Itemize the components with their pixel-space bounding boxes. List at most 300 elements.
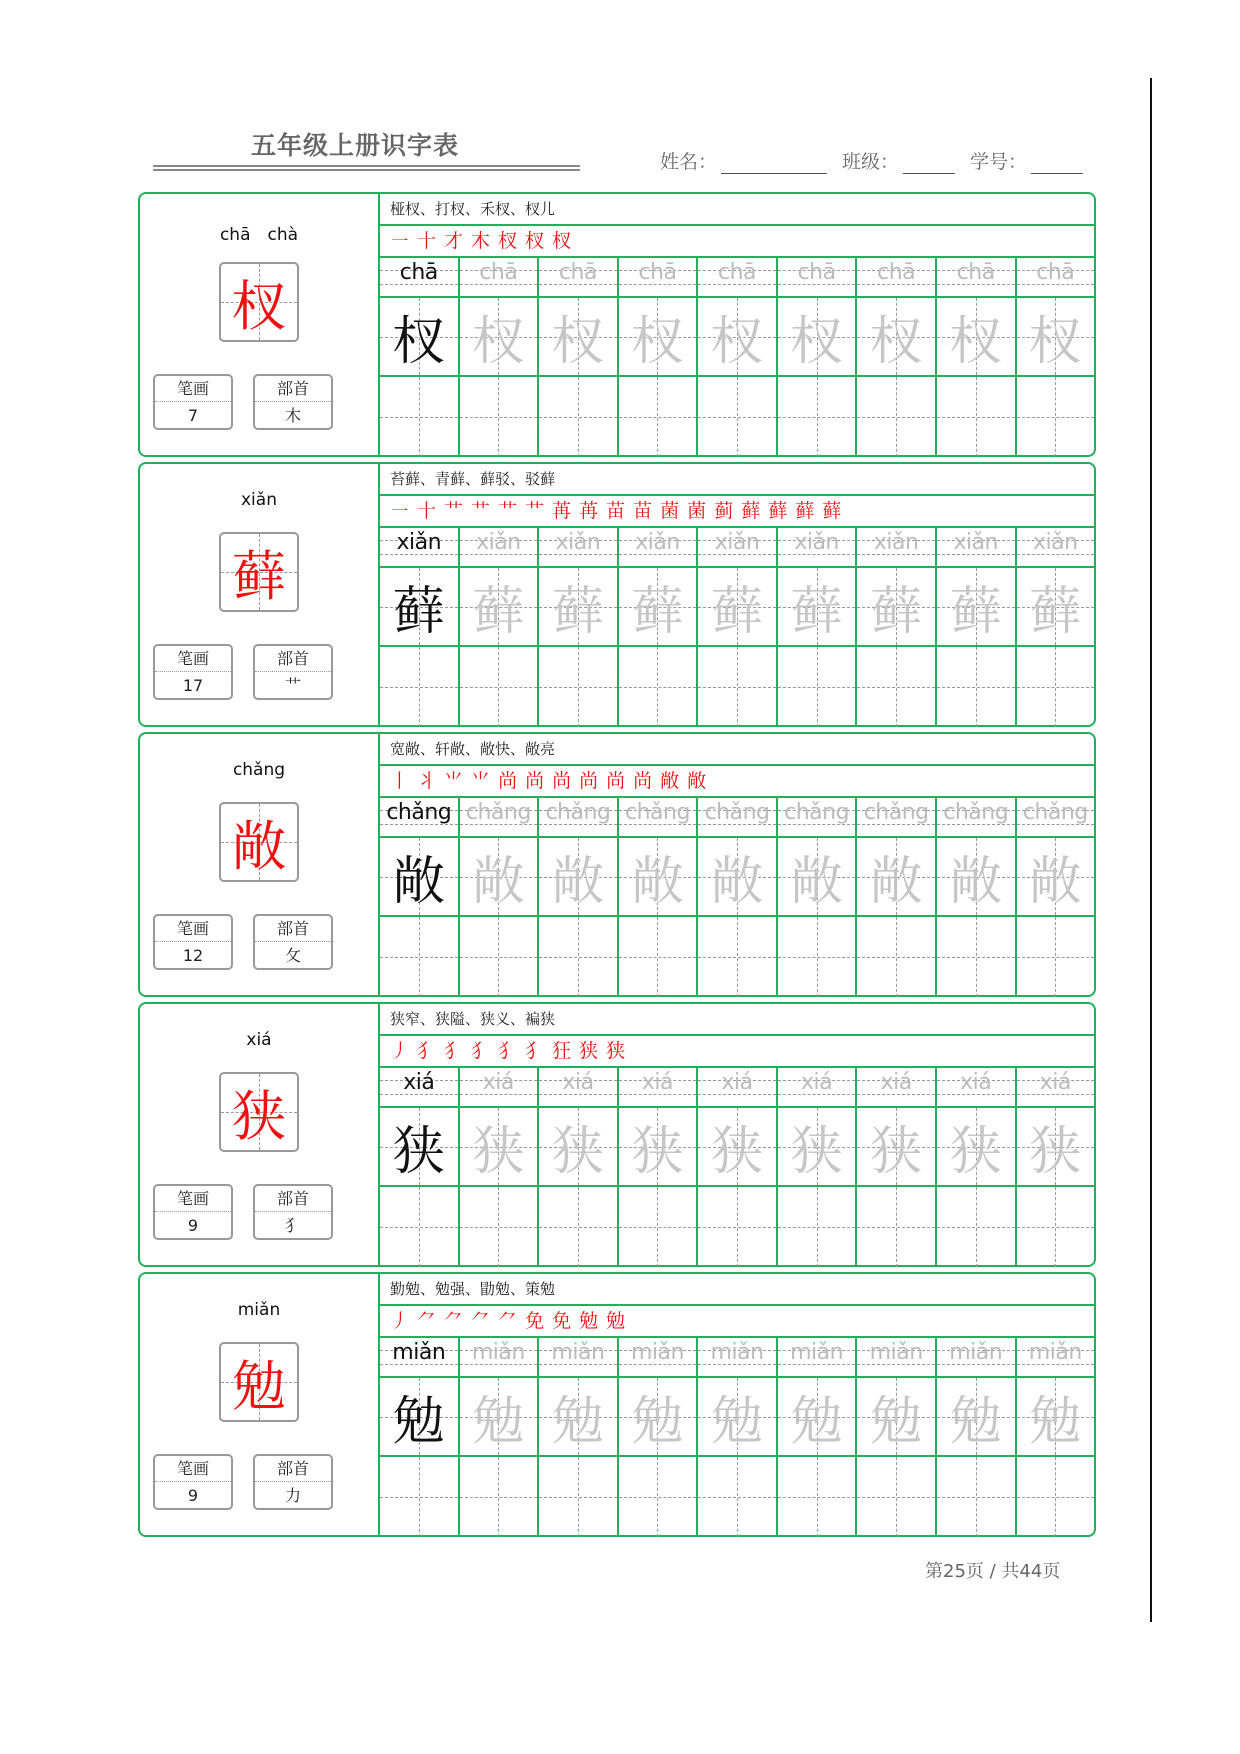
- page-margin-line: [1150, 78, 1152, 1622]
- practice-column: [1017, 1338, 1095, 1535]
- stroke-step: ⺈: [498, 1310, 521, 1332]
- practice-column: [619, 1068, 699, 1265]
- tianzige-empty-cell[interactable]: [857, 647, 935, 727]
- character-trace: 藓: [949, 582, 1002, 642]
- stroke-step: 免: [525, 1310, 548, 1332]
- tianzige-empty-cell[interactable]: [937, 917, 1015, 997]
- class-field[interactable]: [842, 147, 955, 174]
- tianzige-empty-cell[interactable]: [619, 1457, 697, 1537]
- pinyin-writing-cell[interactable]: [937, 1338, 1015, 1378]
- practice-column: [937, 258, 1017, 455]
- example-words: 宽敞、轩敞、敞快、敞亮: [380, 734, 1094, 766]
- character-trace: 藓: [870, 582, 923, 642]
- tianzige-empty-cell[interactable]: [1017, 377, 1095, 457]
- class-blank[interactable]: [903, 155, 955, 174]
- pinyin-trace: xiǎn: [953, 530, 998, 555]
- stroke-order-row: [380, 766, 1094, 798]
- pinyin-trace: xiá: [641, 1070, 674, 1095]
- stroke-count-value: 12: [182, 946, 204, 965]
- pinyin-writing-cell[interactable]: [698, 528, 776, 568]
- pinyin-writing-cell[interactable]: [857, 798, 935, 838]
- featured-character: 敞: [232, 814, 286, 878]
- pinyin-writing-cell[interactable]: [460, 1338, 538, 1378]
- practice-column: [460, 258, 540, 455]
- pinyin-trace: chǎng: [943, 800, 1009, 825]
- pinyin-writing-cell[interactable]: [460, 1068, 538, 1108]
- stroke-step: ⺈: [417, 1310, 440, 1332]
- pinyin-trace: chǎng: [704, 800, 770, 825]
- practice-area: [380, 1274, 1094, 1535]
- character-model: 藓: [392, 582, 445, 642]
- character-info-panel: [140, 194, 380, 455]
- pinyin-model: chǎng: [386, 800, 452, 825]
- tianzige-empty-cell[interactable]: [857, 1187, 935, 1267]
- tianzige-cell[interactable]: [778, 298, 856, 377]
- pinyin-trace: miǎn: [551, 1340, 605, 1365]
- example-words: 勤勉、勉强、勖勉、策勉: [380, 1274, 1094, 1306]
- stroke-step: 敞: [660, 770, 683, 792]
- tianzige-cell[interactable]: [937, 298, 1015, 377]
- character-card: [138, 1002, 1096, 1267]
- tianzige-empty-cell[interactable]: [619, 917, 697, 997]
- practice-column: [778, 798, 858, 995]
- practice-area: [380, 464, 1094, 725]
- pinyin-trace: xiá: [801, 1070, 833, 1095]
- stroke-step: 艹: [498, 500, 521, 522]
- pinyin-writing-cell[interactable]: [380, 1338, 458, 1378]
- tianzige-cell[interactable]: [380, 1378, 458, 1457]
- pinyin-writing-cell[interactable]: [380, 528, 458, 568]
- pinyin-writing-cell[interactable]: [857, 528, 935, 568]
- stroke-step: ㇐: [390, 500, 413, 522]
- tianzige-empty-cell[interactable]: [619, 1187, 697, 1267]
- pinyin-writing-cell[interactable]: [1017, 258, 1095, 298]
- stroke-order-row: [380, 1306, 1094, 1338]
- practice-column: [539, 1068, 619, 1265]
- tianzige-cell[interactable]: [698, 1378, 776, 1457]
- character-display-box: [219, 262, 299, 342]
- tianzige-empty-cell[interactable]: [460, 1457, 538, 1537]
- tianzige-cell[interactable]: [1017, 1108, 1095, 1187]
- character-trace: 藓: [551, 582, 604, 642]
- tianzige-cell[interactable]: [460, 1108, 538, 1187]
- practice-column: [857, 798, 937, 995]
- character-info-panel: [140, 734, 380, 995]
- pinyin-heading: chā chà: [219, 225, 299, 245]
- tianzige-empty-cell[interactable]: [460, 647, 538, 727]
- practice-area: [380, 1004, 1094, 1265]
- character-info-panel: [140, 1274, 380, 1535]
- tianzige-empty-cell[interactable]: [380, 377, 458, 457]
- practice-column: [778, 1338, 858, 1535]
- tianzige-empty-cell[interactable]: [539, 1457, 617, 1537]
- stroke-step: 菌: [687, 500, 710, 522]
- practice-column: [460, 1068, 540, 1265]
- radical-value: 攵: [284, 946, 301, 965]
- stroke-order-row: [380, 496, 1094, 528]
- pinyin-heading: miǎn: [237, 1300, 281, 1320]
- tianzige-cell[interactable]: [380, 568, 458, 647]
- tianzige-empty-cell[interactable]: [698, 1457, 776, 1537]
- tianzige-empty-cell[interactable]: [619, 377, 697, 457]
- radical-box: [253, 1454, 333, 1510]
- pinyin-trace: xiá: [960, 1070, 992, 1095]
- pinyin-writing-cell[interactable]: [1017, 798, 1095, 838]
- pinyin-writing-cell[interactable]: [460, 258, 538, 298]
- name-blank[interactable]: [721, 155, 827, 174]
- practice-column: [857, 1338, 937, 1535]
- stroke-count-value: 9: [187, 1216, 199, 1235]
- tianzige-empty-cell[interactable]: [698, 1187, 776, 1267]
- tianzige-cell[interactable]: [539, 1378, 617, 1457]
- tianzige-empty-cell[interactable]: [857, 917, 935, 997]
- pinyin-writing-cell[interactable]: [778, 1068, 856, 1108]
- pinyin-writing-cell[interactable]: [778, 258, 856, 298]
- practice-column: [380, 798, 460, 995]
- stroke-step: 犭: [417, 1040, 440, 1062]
- radical-label: 部首: [255, 376, 331, 402]
- tianzige-empty-cell[interactable]: [937, 1187, 1015, 1267]
- tianzige-cell[interactable]: [778, 1378, 856, 1457]
- character-trace: 杈: [711, 312, 764, 372]
- stroke-step: 藓: [822, 500, 845, 522]
- pinyin-trace: xiá: [562, 1070, 594, 1095]
- stroke-step: 丨: [390, 770, 413, 792]
- pinyin-trace: chā: [956, 260, 995, 285]
- tianzige-empty-cell[interactable]: [380, 1457, 458, 1537]
- tianzige-empty-cell[interactable]: [778, 377, 856, 457]
- pinyin-writing-cell[interactable]: [380, 1068, 458, 1108]
- pinyin-writing-cell[interactable]: [778, 1338, 856, 1378]
- pinyin-trace: chǎng: [545, 800, 611, 825]
- tianzige-cell[interactable]: [539, 838, 617, 917]
- practice-column: [698, 1338, 778, 1535]
- pinyin-writing-cell[interactable]: [539, 798, 617, 838]
- practice-column: [698, 258, 778, 455]
- stroke-count-label: 笔画: [155, 376, 231, 402]
- pinyin-writing-cell[interactable]: [937, 1068, 1015, 1108]
- pinyin-writing-cell[interactable]: [539, 1338, 617, 1378]
- pinyin-trace: miǎn: [790, 1340, 844, 1365]
- name-field[interactable]: [660, 147, 827, 174]
- tianzige-cell[interactable]: [778, 1108, 856, 1187]
- pinyin-trace: xiǎn: [794, 530, 839, 555]
- radical-label: 部首: [255, 646, 331, 672]
- tianzige-empty-cell[interactable]: [1017, 1457, 1095, 1537]
- tianzige-empty-cell[interactable]: [380, 647, 458, 727]
- character-model: 狭: [392, 1122, 445, 1182]
- pinyin-writing-cell[interactable]: [380, 798, 458, 838]
- pinyin-writing-cell[interactable]: [1017, 1338, 1095, 1378]
- stroke-step: 狭: [606, 1040, 629, 1062]
- tianzige-cell[interactable]: [460, 298, 538, 377]
- tianzige-empty-cell[interactable]: [698, 917, 776, 997]
- character-trace: 杈: [1029, 312, 1082, 372]
- tianzige-cell[interactable]: [1017, 298, 1095, 377]
- pinyin-trace: miǎn: [869, 1340, 923, 1365]
- pinyin-model: xiǎn: [396, 530, 442, 555]
- practice-column: [698, 528, 778, 725]
- tianzige-empty-cell[interactable]: [539, 647, 617, 727]
- tianzige-cell[interactable]: [460, 1378, 538, 1457]
- tianzige-empty-cell[interactable]: [778, 1187, 856, 1267]
- tianzige-empty-cell[interactable]: [1017, 917, 1095, 997]
- practice-column: [460, 798, 540, 995]
- stroke-step: ⺌: [444, 770, 467, 792]
- pinyin-trace: miǎn: [471, 1340, 525, 1365]
- pinyin-writing-cell[interactable]: [1017, 528, 1095, 568]
- character-info-panel: [140, 464, 380, 725]
- stroke-count-box: [153, 914, 233, 970]
- character-model: 杈: [392, 312, 445, 372]
- tianzige-cell[interactable]: [937, 1378, 1015, 1457]
- pinyin-writing-cell[interactable]: [460, 798, 538, 838]
- character-trace: 敞: [1029, 852, 1082, 912]
- pinyin-writing-cell[interactable]: [619, 258, 697, 298]
- character-trace: 杈: [949, 312, 1002, 372]
- stroke-step: 尚: [552, 770, 575, 792]
- tianzige-cell[interactable]: [857, 1378, 935, 1457]
- pinyin-writing-cell[interactable]: [539, 1068, 617, 1108]
- tianzige-cell[interactable]: [460, 838, 538, 917]
- tianzige-empty-cell[interactable]: [460, 917, 538, 997]
- tianzige-cell[interactable]: [857, 298, 935, 377]
- pinyin-trace: chǎng: [625, 800, 690, 825]
- pinyin-writing-cell[interactable]: [937, 258, 1015, 298]
- stroke-step: 犭: [444, 1040, 467, 1062]
- pinyin-writing-cell[interactable]: [698, 798, 776, 838]
- tianzige-empty-cell[interactable]: [539, 917, 617, 997]
- practice-column: [778, 1068, 858, 1265]
- tianzige-empty-cell[interactable]: [1017, 647, 1095, 727]
- tianzige-cell[interactable]: [937, 568, 1015, 647]
- tianzige-empty-cell[interactable]: [778, 917, 856, 997]
- student-id-blank[interactable]: [1031, 155, 1083, 174]
- stroke-step: 十: [417, 230, 440, 252]
- pinyin-heading: xiǎn: [241, 490, 277, 510]
- practice-column: [937, 798, 1017, 995]
- stroke-step: 尚: [579, 770, 602, 792]
- tianzige-empty-cell[interactable]: [460, 377, 538, 457]
- tianzige-empty-cell[interactable]: [778, 1457, 856, 1537]
- radical-label: 部首: [255, 916, 331, 942]
- class-label: 班级：: [842, 151, 900, 173]
- practice-area: [380, 734, 1094, 995]
- practice-grid: [380, 1338, 1094, 1535]
- tianzige-empty-cell[interactable]: [857, 377, 935, 457]
- character-trace: 勉: [631, 1392, 684, 1452]
- tianzige-cell[interactable]: [539, 568, 617, 647]
- tianzige-cell[interactable]: [619, 298, 697, 377]
- tianzige-empty-cell[interactable]: [857, 1457, 935, 1537]
- pinyin-trace: xiá: [1039, 1070, 1071, 1095]
- stroke-step: 尚: [606, 770, 629, 792]
- tianzige-cell[interactable]: [698, 1108, 776, 1187]
- character-info-panel: [140, 1004, 380, 1265]
- character-trace: 狭: [551, 1122, 604, 1182]
- tianzige-cell[interactable]: [1017, 838, 1095, 917]
- practice-column: [857, 1068, 937, 1265]
- character-display-box: [219, 532, 299, 612]
- practice-column: [857, 258, 937, 455]
- tianzige-cell[interactable]: [857, 1108, 935, 1187]
- tianzige-cell[interactable]: [1017, 568, 1095, 647]
- stroke-step: 杈: [498, 230, 521, 252]
- pinyin-trace: xiǎn: [873, 530, 919, 555]
- tianzige-empty-cell[interactable]: [698, 647, 776, 727]
- practice-column: [380, 1338, 460, 1535]
- pinyin-writing-cell[interactable]: [380, 258, 458, 298]
- tianzige-cell[interactable]: [380, 838, 458, 917]
- pinyin-trace: xiá: [880, 1070, 912, 1095]
- radical-box: [253, 374, 333, 430]
- pinyin-writing-cell[interactable]: [698, 258, 776, 298]
- tianzige-cell[interactable]: [619, 568, 697, 647]
- tianzige-empty-cell[interactable]: [937, 377, 1015, 457]
- pinyin-writing-cell[interactable]: [619, 1068, 697, 1108]
- stroke-step: 免: [552, 1310, 575, 1332]
- pinyin-writing-cell[interactable]: [937, 798, 1015, 838]
- character-trace: 敞: [949, 852, 1002, 912]
- character-trace: 藓: [631, 582, 684, 642]
- practice-column: [937, 1068, 1017, 1265]
- stroke-step: 勉: [606, 1310, 629, 1332]
- character-trace: 杈: [551, 312, 604, 372]
- stroke-step: 苗: [606, 500, 629, 522]
- tianzige-cell[interactable]: [380, 298, 458, 377]
- student-id-label: 学号：: [970, 151, 1028, 173]
- page-number: 第25页 / 共44页: [925, 1561, 1061, 1582]
- tianzige-cell[interactable]: [937, 1108, 1015, 1187]
- stroke-step: 艹: [471, 500, 494, 522]
- title-underline: [153, 169, 580, 171]
- tianzige-empty-cell[interactable]: [778, 647, 856, 727]
- stroke-count-label: 笔画: [155, 1456, 231, 1482]
- stroke-step: 狂: [552, 1040, 575, 1062]
- pinyin-writing-cell[interactable]: [698, 1068, 776, 1108]
- practice-column: [460, 1338, 540, 1535]
- stroke-count-value: 9: [187, 1486, 199, 1505]
- character-trace: 杈: [472, 312, 525, 372]
- tianzige-empty-cell[interactable]: [698, 377, 776, 457]
- stroke-step: 丬: [417, 770, 440, 792]
- featured-character: 狭: [232, 1084, 286, 1148]
- pinyin-writing-cell[interactable]: [778, 528, 856, 568]
- character-trace: 杈: [631, 312, 684, 372]
- pinyin-writing-cell[interactable]: [619, 528, 697, 568]
- pinyin-writing-cell[interactable]: [857, 258, 935, 298]
- tianzige-empty-cell[interactable]: [539, 1187, 617, 1267]
- stroke-step: 狭: [579, 1040, 602, 1062]
- radical-label: 部首: [255, 1186, 331, 1212]
- tianzige-cell[interactable]: [778, 838, 856, 917]
- pinyin-writing-cell[interactable]: [1017, 1068, 1095, 1108]
- tianzige-cell[interactable]: [539, 298, 617, 377]
- tianzige-cell[interactable]: [380, 1108, 458, 1187]
- radical-box: [253, 914, 333, 970]
- pinyin-writing-cell[interactable]: [619, 798, 697, 838]
- practice-column: [380, 1068, 460, 1265]
- tianzige-empty-cell[interactable]: [619, 647, 697, 727]
- stroke-step: ⺈: [471, 1310, 494, 1332]
- stroke-step: 杈: [552, 230, 575, 252]
- pinyin-writing-cell[interactable]: [857, 1338, 935, 1378]
- tianzige-cell[interactable]: [698, 298, 776, 377]
- stroke-step: 艹: [525, 500, 548, 522]
- pinyin-trace: chā: [797, 260, 836, 285]
- character-card: [138, 192, 1096, 457]
- stroke-count-label: 笔画: [155, 1186, 231, 1212]
- practice-column: [1017, 528, 1095, 725]
- stroke-step: 丿: [390, 1040, 413, 1062]
- tianzige-empty-cell[interactable]: [937, 1457, 1015, 1537]
- character-trace: 藓: [472, 582, 525, 642]
- tianzige-empty-cell[interactable]: [380, 917, 458, 997]
- pinyin-writing-cell[interactable]: [778, 798, 856, 838]
- practice-column: [380, 528, 460, 725]
- tianzige-cell[interactable]: [460, 568, 538, 647]
- pinyin-writing-cell[interactable]: [619, 1338, 697, 1378]
- tianzige-empty-cell[interactable]: [380, 1187, 458, 1267]
- pinyin-heading: xiá: [246, 1030, 272, 1050]
- practice-column: [778, 528, 858, 725]
- featured-character: 杈: [232, 274, 286, 338]
- tianzige-cell[interactable]: [778, 568, 856, 647]
- pinyin-model: miǎn: [392, 1340, 446, 1365]
- character-trace: 勉: [790, 1392, 843, 1452]
- tianzige-cell[interactable]: [619, 1108, 697, 1187]
- tianzige-empty-cell[interactable]: [1017, 1187, 1095, 1267]
- tianzige-empty-cell[interactable]: [539, 377, 617, 457]
- pinyin-writing-cell[interactable]: [539, 258, 617, 298]
- pinyin-writing-cell[interactable]: [539, 528, 617, 568]
- pinyin-trace: miǎn: [949, 1340, 1003, 1365]
- tianzige-cell[interactable]: [698, 568, 776, 647]
- pinyin-model: xiá: [403, 1070, 435, 1095]
- tianzige-cell[interactable]: [619, 838, 697, 917]
- pinyin-writing-cell[interactable]: [857, 1068, 935, 1108]
- character-trace: 勉: [551, 1392, 604, 1452]
- character-trace: 敞: [790, 852, 843, 912]
- character-trace: 狭: [1029, 1122, 1082, 1182]
- character-trace: 敞: [870, 852, 923, 912]
- character-display-box: [219, 802, 299, 882]
- tianzige-empty-cell[interactable]: [460, 1187, 538, 1267]
- character-trace: 狭: [870, 1122, 923, 1182]
- tianzige-cell[interactable]: [539, 1108, 617, 1187]
- tianzige-cell[interactable]: [619, 1378, 697, 1457]
- tianzige-empty-cell[interactable]: [937, 647, 1015, 727]
- tianzige-cell[interactable]: [698, 838, 776, 917]
- tianzige-cell[interactable]: [857, 568, 935, 647]
- character-trace: 勉: [1029, 1392, 1082, 1452]
- pinyin-writing-cell[interactable]: [460, 528, 538, 568]
- stroke-count-label: 笔画: [155, 646, 231, 672]
- stroke-step: 蓟: [714, 500, 737, 522]
- tianzige-cell[interactable]: [1017, 1378, 1095, 1457]
- example-words: 狭窄、狭隘、狭义、褊狭: [380, 1004, 1094, 1036]
- stroke-step: 杈: [525, 230, 548, 252]
- practice-column: [1017, 258, 1095, 455]
- tianzige-cell[interactable]: [857, 838, 935, 917]
- radical-box: [253, 644, 333, 700]
- tianzige-cell[interactable]: [937, 838, 1015, 917]
- featured-character: 藓: [232, 544, 286, 608]
- pinyin-writing-cell[interactable]: [698, 1338, 776, 1378]
- stroke-step: 尚: [525, 770, 548, 792]
- pinyin-writing-cell[interactable]: [937, 528, 1015, 568]
- student-id-field[interactable]: [970, 147, 1083, 174]
